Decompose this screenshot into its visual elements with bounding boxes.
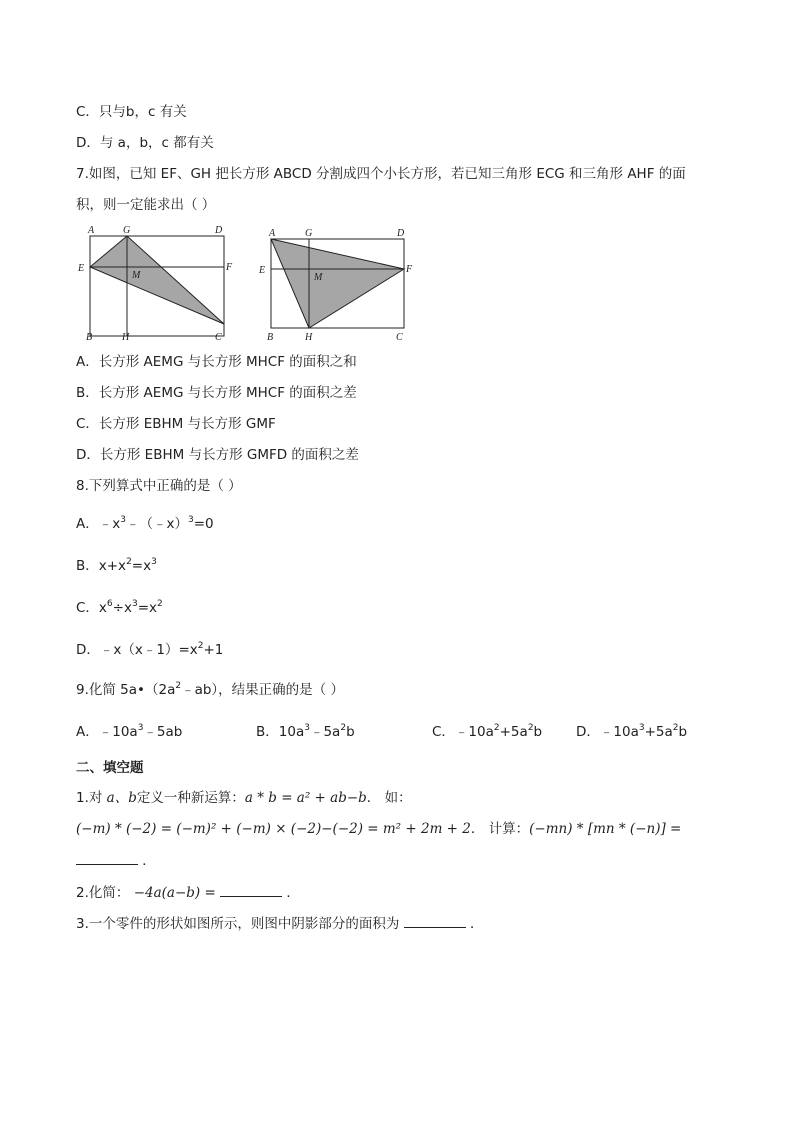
q7-figure-2 bbox=[256, 222, 420, 344]
q8-option-c: C．$x^6\div x^3=x^2$ bbox=[76, 599, 163, 616]
q7-stem-line1: 7.如图，已知 EF、GH 把长方形 ABCD 分割成四个小长方形，若已知三角形 ECG 和三角形 AHF 的面 bbox=[76, 166, 686, 182]
label-b: B bbox=[267, 332, 274, 343]
answer-blank[interactable] bbox=[76, 852, 138, 865]
label-f: F bbox=[226, 262, 233, 273]
q7-stem-line2: 积，则一定能求出（ ） bbox=[76, 197, 216, 213]
label-e: E bbox=[259, 265, 266, 276]
q8-stem: 8.下列算式中正确的是（ ） bbox=[76, 478, 242, 494]
label-h: H bbox=[305, 332, 313, 343]
fill-q2: 2.化简： −4a(a−b) = ． bbox=[76, 885, 300, 901]
q7-option-d: D．长方形 EBHM 与长方形 GMFD 的面积之差 bbox=[76, 447, 359, 463]
label-a: A bbox=[269, 228, 276, 239]
fill-q3: 3.一个零件的形状如图所示，则图中阴影部分的面积为 ． bbox=[76, 916, 484, 932]
label-h: H bbox=[122, 332, 130, 343]
q9-stem: 9.化简 $5a•(2a^2﹣ab)$，结果正确的是（ ） bbox=[76, 681, 344, 698]
shaded-triangle-ecg bbox=[90, 236, 224, 324]
q6-option-d: D．与 a，b，c 都有关 bbox=[76, 135, 214, 151]
fill-q1-line2: (−m) * (−2) = (−m)² + (−m) × (−2)−(−2) = m² + 2m + 2． 计算：(−mn) * [mn * (−n)] = bbox=[76, 821, 682, 837]
q8-option-b: B．$x+x^2=x^3$ bbox=[76, 557, 157, 574]
q9-option-d: D．$﹣10a^3+5a^2b$ bbox=[576, 723, 688, 740]
label-g: G bbox=[305, 228, 313, 239]
q7-figure-1 bbox=[76, 222, 236, 344]
q8-option-a: A．$﹣x^3﹣(﹣x)^3=0$ bbox=[76, 515, 214, 532]
label-d: D bbox=[397, 228, 405, 239]
section-title-fill-in: 二、填空题 bbox=[76, 760, 144, 776]
q6-option-c: C．只与b，c 有关 bbox=[76, 104, 187, 120]
label-f: F bbox=[406, 264, 413, 275]
label-b: B bbox=[86, 332, 93, 343]
q9-option-a: A．$﹣10a^3﹣5ab$ bbox=[76, 723, 183, 740]
q7-option-c: C．长方形 EBHM 与长方形 GMF bbox=[76, 416, 276, 432]
label-g: G bbox=[123, 225, 131, 236]
q9-option-b: B．$10a^3﹣5a^2b$ bbox=[256, 723, 355, 740]
q7-option-a: A．长方形 AEMG 与长方形 MHCF 的面积之和 bbox=[76, 354, 357, 370]
label-m: M bbox=[132, 270, 141, 281]
label-m: M bbox=[314, 272, 323, 283]
q9-option-c: C．$﹣10a^2+5a^2b$ bbox=[432, 723, 543, 740]
q7-option-b: B．长方形 AEMG 与长方形 MHCF 的面积之差 bbox=[76, 385, 357, 401]
answer-blank[interactable] bbox=[404, 915, 466, 928]
fill-q1-line3: ． bbox=[76, 852, 156, 870]
label-c: C bbox=[396, 332, 403, 343]
label-e: E bbox=[78, 263, 85, 274]
label-c: C bbox=[215, 332, 222, 343]
shaded-triangle-ahf bbox=[271, 239, 404, 328]
fill-q1-line1: 1.对 a、b定义一种新运算：a * b = a² + ab−b． 如： bbox=[76, 790, 412, 806]
label-a: A bbox=[88, 225, 95, 236]
answer-blank[interactable] bbox=[220, 884, 282, 897]
label-d: D bbox=[215, 225, 223, 236]
q8-option-d: D．$﹣x(x﹣1)=x^2+1$ bbox=[76, 641, 224, 658]
